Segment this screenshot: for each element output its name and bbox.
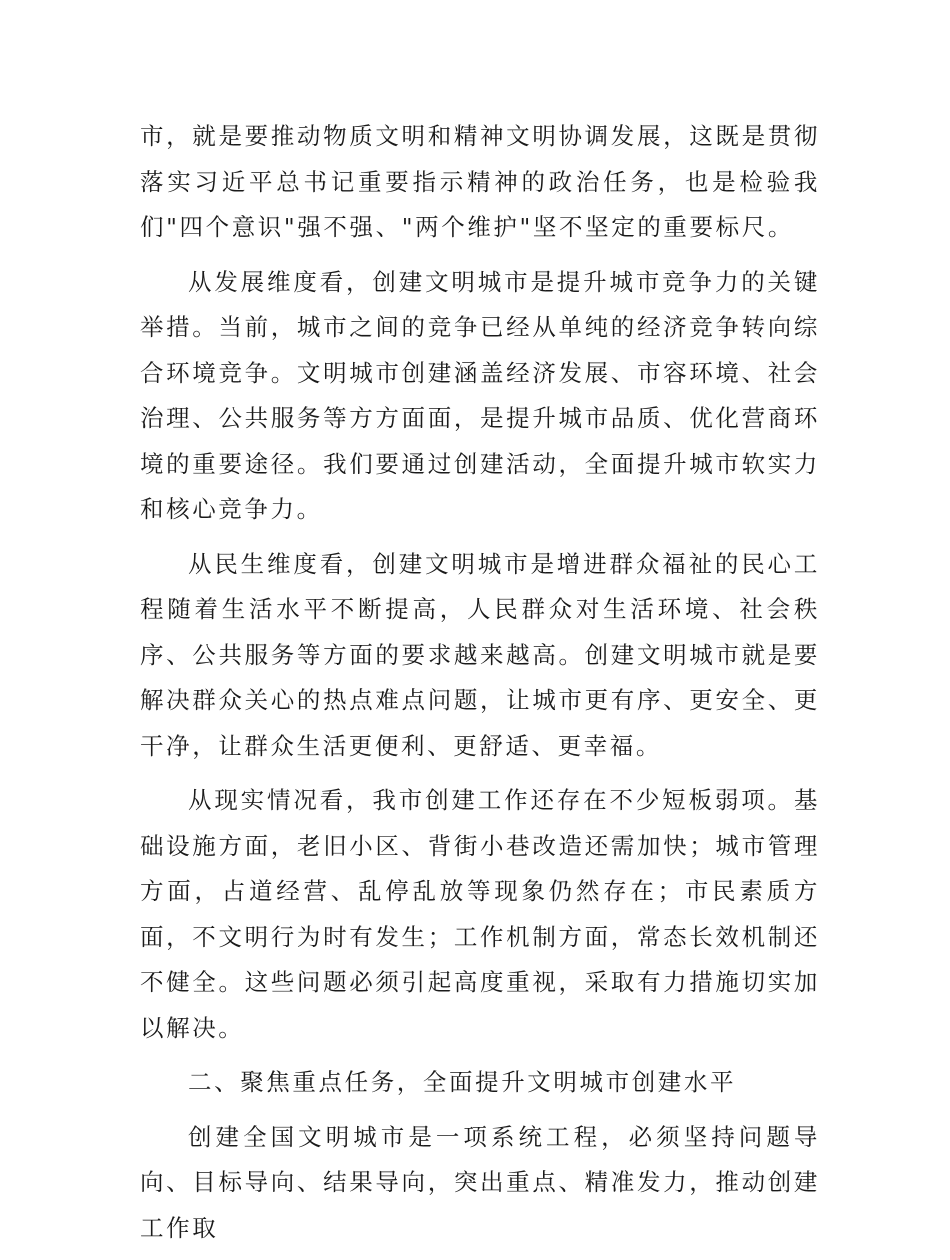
paragraph-continuation: 市，就是要推动物质文明和精神文明协调发展，这既是贯彻落实习近平总书记重要指示精神的政治任务，也是检验我们"四个意识"强不强、"两个维护"坚不坚定的重要标尺。 [140, 122, 820, 241]
paragraph-livelihood-dimension: 从民生维度看，创建文明城市是增进群众福祉的民心工程随着生活水平不断提高，人民群众对生活环境、社会秩序、公共服务等方面的要求越来越高。创建文明城市就是要解决群众关心的热点难点问题，让城市更有序、更安全、更干净，让群众生活更便利、更舒适、更幸福。 [140, 549, 820, 760]
paragraph-current-situation: 从现实情况看，我市创建工作还存在不少短板弱项。基础设施方面，老旧小区、背街小巷改造还需加快；城市管理方面，占道经营、乱停乱放等现象仍然存在；市民素质方面，不文明行为时有发生；工作机制方面，常态长效机制还不健全。这些问题必须引起高度重视，采取有力措施切实加以解决。 [140, 786, 820, 1042]
section-heading: 二、聚焦重点任务，全面提升文明城市创建水平 [188, 1068, 737, 1096]
document-body [140, 114, 820, 1260]
paragraph-system-engineering: 创建全国文明城市是一项系统工程，必须坚持问题导向、目标导向、结果导向，突出重点、精准发力，推动创建工作取 [140, 1122, 820, 1242]
paragraph-development-dimension: 从发展维度看，创建文明城市是提升城市竞争力的关键举措。当前，城市之间的竞争已经从单纯的经济竞争转向综合环境竞争。文明城市创建涵盖经济发展、市容环境、社会治理、公共服务等方方面面，是提升城市品质、优化营商环境的重要途径。我们要通过创建活动，全面提升城市软实力和核心竞争力。 [140, 267, 820, 523]
